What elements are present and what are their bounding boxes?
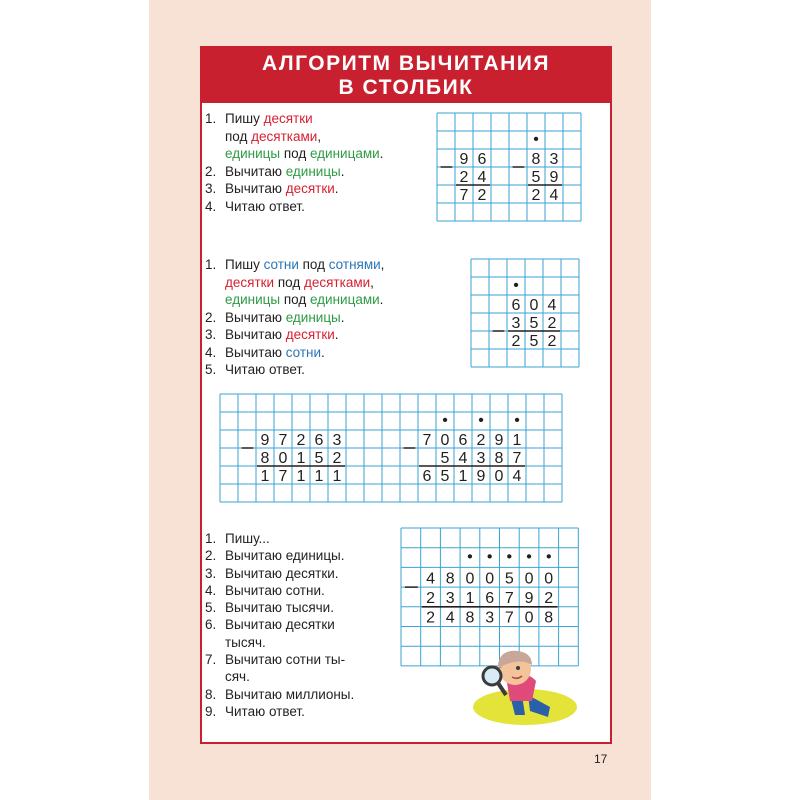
digit: 0 [544,570,554,588]
step-item [205,256,470,309]
digit: 0 [524,570,534,588]
digit: 3 [511,315,521,332]
digit: 7 [278,468,288,485]
digit: 7 [459,187,469,204]
digit: 3 [485,609,495,627]
step-text: Вычитаю десятки. [225,565,339,581]
digit: 5 [504,570,514,588]
step-number: 3. [205,327,217,342]
step-item [205,703,395,720]
digit: 2 [426,589,436,607]
step-item [205,686,395,703]
steps-multi-digit [205,530,395,720]
step-text: Читаю ответ. [225,703,305,719]
step-number: 4. [205,344,217,360]
digit: 2 [547,333,557,350]
step-text: Пишу десятки под десятками, единицы под единицами. [225,111,384,161]
step-text: Вычитаю десятки. [225,327,339,342]
digit: 6 [458,432,468,449]
digit: 3 [332,432,342,449]
digit: 4 [458,450,468,467]
digit: 4 [426,570,436,588]
borrow-dot: • [478,412,484,429]
step-item [205,361,470,379]
step-item [205,309,470,327]
digit: 2 [296,432,306,449]
digit: 2 [459,169,469,186]
steps-two-digit [205,110,435,215]
digit: 1 [512,432,522,449]
title-banner [202,48,610,103]
digit: 5 [440,450,450,467]
step-text: Вычитаю тысячи. [225,600,334,616]
digit: 1 [458,468,468,485]
step-item [205,530,395,547]
step-number: 2. [205,309,217,325]
step-number: 5. [205,362,217,377]
step-item [205,599,395,616]
digit: 1 [296,450,306,467]
digit: 0 [278,450,288,467]
step-text: Пишу... [225,531,270,546]
step-item [205,110,435,163]
digit: 6 [511,297,521,314]
digit: 5 [440,468,450,485]
digit: 1 [465,589,475,607]
digit: 7 [422,432,432,449]
borrow-dot: • [506,548,513,566]
step-number: 8. [205,686,217,702]
steps-three-digit [205,256,470,379]
digit: 7 [504,589,514,607]
step-text: Вычитаю единицы. [225,309,345,325]
digit: 2 [511,333,521,350]
step-number: 3. [205,565,217,581]
step-item [205,582,395,599]
boy-with-magnifier-illustration [470,645,580,735]
step-text: Вычитаю десятки. [225,181,339,196]
step-item [205,547,395,564]
digit: 0 [465,570,475,588]
digit: 5 [314,450,324,467]
digit: 9 [549,169,559,186]
step-number: 9. [205,703,217,719]
digit: 6 [314,432,324,449]
digit: 2 [547,315,557,332]
step-item [205,180,435,198]
digit: 4 [477,169,487,186]
digit: 8 [445,570,455,588]
step-item [205,616,395,651]
digit: 4 [549,187,559,204]
borrow-dot: • [486,548,493,566]
digit: 5 [529,315,539,332]
grid-two-digit [436,112,582,222]
step-text: Пишу сотни под сотнями, десятки под десятками, единицы под единицами. [225,257,385,307]
step-text: Вычитаю десятки тысяч. [225,617,335,650]
digit: 7 [504,609,514,627]
digit: 6 [477,151,487,168]
digit: 8 [531,151,541,168]
step-item [205,565,395,582]
digit: 8 [465,609,475,627]
title-line-2: В СТОЛБИК [338,76,474,99]
step-number: 3. [205,181,217,196]
page-number: 17 [594,752,608,766]
digit: 0 [524,609,534,627]
step-number: 1. [205,257,217,272]
step-number: 6. [205,617,217,633]
digit: 4 [512,468,522,485]
step-text: Читаю ответ. [225,362,305,377]
digit: 2 [477,187,487,204]
step-number: 2. [205,163,217,179]
digit: 0 [494,468,504,485]
step-text: Вычитаю единицы. [225,548,345,564]
digit: 9 [260,432,270,449]
borrow-dot: • [526,548,532,566]
digit: 2 [544,589,554,607]
digit: 0 [529,297,539,314]
step-text: Вычитаю единицы. [225,163,345,179]
digit: 5 [529,333,539,350]
step-text: Читаю ответ. [225,198,305,214]
digit: 0 [440,432,450,449]
digit: 7 [278,432,288,449]
digit: 1 [314,468,324,485]
digit: 3 [476,450,486,467]
digit: 1 [260,468,270,485]
step-item [205,344,470,362]
step-number: 5. [205,600,217,616]
step-text: Вычитаю сотни. [225,344,325,360]
borrow-dot: • [514,412,520,429]
digit: 9 [459,151,469,168]
digit: 4 [445,609,455,627]
digit: 6 [485,589,495,607]
digit: 3 [445,589,455,607]
step-item [205,326,470,344]
title-line-1: АЛГОРИТМ ВЫЧИТАНИЯ [262,52,550,75]
step-number: 1. [205,531,217,546]
step-item [205,651,395,686]
step-number: 4. [205,198,217,214]
digit: 2 [476,432,486,449]
digit: 2 [426,609,436,627]
step-number: 2. [205,548,217,564]
digit: 6 [422,468,432,485]
step-text: Вычитаю миллионы. [225,686,355,702]
step-text: Вычитаю сотни. [225,582,325,598]
borrow-dot: • [545,548,552,566]
digit: 3 [549,151,559,168]
digit: 8 [260,450,270,467]
borrow-dot: • [513,277,519,294]
digit: 9 [494,432,504,449]
borrow-dot: • [442,412,448,429]
digit: 4 [547,297,557,314]
borrow-dot: • [467,548,473,566]
digit: 7 [512,450,522,467]
grid-three-digit [470,258,580,368]
grid-multi-digit [219,393,563,503]
step-item [205,198,435,216]
digit: 1 [332,468,342,485]
digit: 1 [296,468,306,485]
step-item [205,163,435,181]
digit: 9 [524,589,534,607]
digit: 9 [476,468,486,485]
step-number: 7. [205,652,217,668]
step-number: 4. [205,582,217,598]
digit: 5 [531,169,541,186]
borrow-dot: • [533,131,539,148]
digit: 2 [531,187,541,204]
digit: 2 [332,450,342,467]
digit: 8 [544,609,554,627]
digit: 0 [485,570,495,588]
step-text: Вычитаю сотни ты- сяч. [225,652,346,685]
step-number: 1. [205,111,217,126]
digit: 8 [494,450,504,467]
